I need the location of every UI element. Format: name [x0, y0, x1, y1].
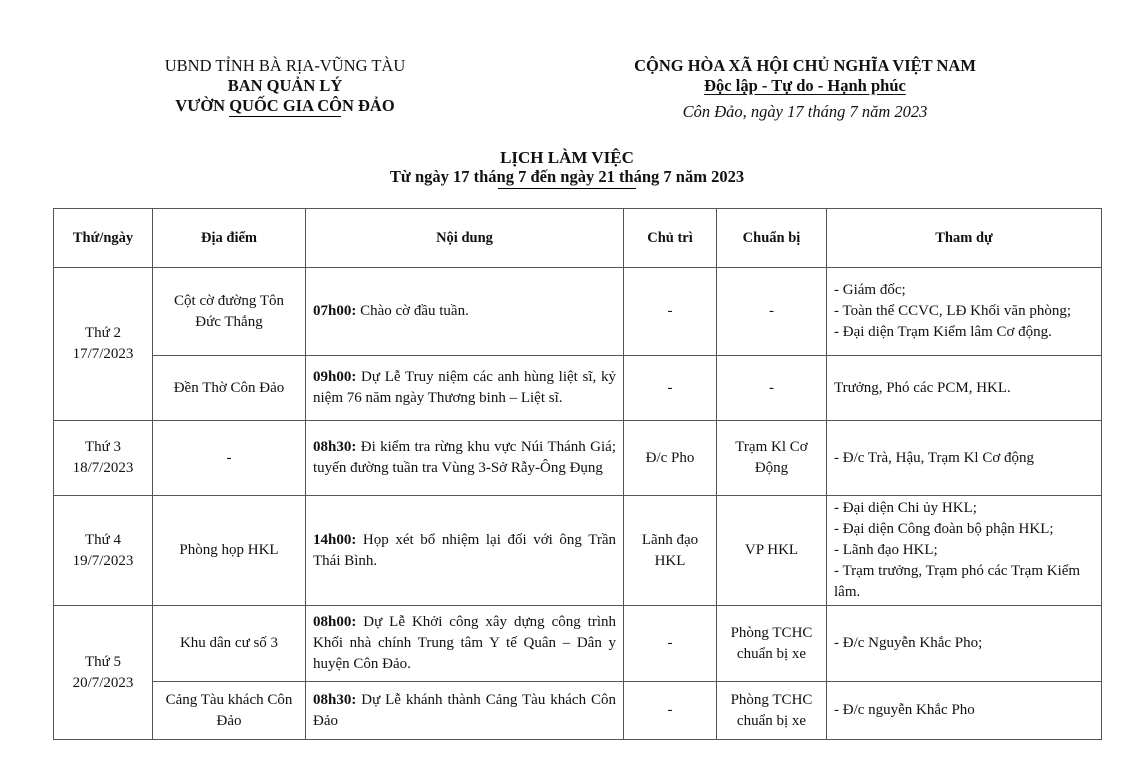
day-cell: Thứ 4 19/7/2023	[54, 496, 153, 606]
content-cell: 08h30: Dự Lễ khánh thành Cảng Tàu khách Côn Đảo	[306, 682, 624, 740]
col-header-prepare: Chuẩn bị	[717, 209, 827, 268]
prepare-cell: Phòng TCHC chuẩn bị xe	[717, 606, 827, 682]
prepare-cell: VP HKL	[717, 496, 827, 606]
agency-department: BAN QUẢN LÝ	[227, 76, 343, 95]
schedule-table	[53, 208, 1102, 740]
title-rule	[498, 188, 636, 189]
prepare-cell: -	[717, 268, 827, 356]
document-subtitle: Từ ngày 17 tháng 7 đến ngày 21 tháng 7 năm 2023	[389, 167, 745, 186]
location-cell: Cảng Tàu khách Côn Đảo	[153, 682, 306, 740]
location-cell: Khu dân cư số 3	[153, 606, 306, 682]
content-cell: 09h00: Dự Lễ Truy niệm các anh hùng liệt sĩ, kỷ niệm 76 năm ngày Thương binh – Liệt sĩ.	[306, 356, 624, 421]
col-header-day: Thứ/ngày	[54, 209, 153, 268]
col-header-attendees: Tham dự	[827, 209, 1102, 268]
agency-parent: UBND TỈNH BÀ RỊA-VŨNG TÀU	[164, 56, 406, 75]
attendees-cell: - Đ/c nguyễn Khắc Pho	[827, 682, 1102, 740]
day-cell: Thứ 5 20/7/2023	[54, 606, 153, 740]
content-cell: 07h00: Chào cờ đầu tuần.	[306, 268, 624, 356]
header-left	[130, 56, 440, 117]
document-title-block	[0, 148, 1134, 189]
location-cell: Phòng họp HKL	[153, 496, 306, 606]
table-row	[54, 606, 1102, 682]
content-cell: 08h30: Đi kiểm tra rừng khu vực Núi Thánh Giá; tuyến đường tuần tra Vùng 3-Sở Rẫy-Ông Đụng	[306, 421, 624, 496]
prepare-cell: Trạm Kl Cơ Động	[717, 421, 827, 496]
content-cell: 08h00: Dự Lễ Khởi công xây dựng công trình Khối nhà chính Trung tâm Y tế Quân – Dân y huyện Côn Đảo.	[306, 606, 624, 682]
chair-cell: -	[624, 356, 717, 421]
table-row	[54, 421, 1102, 496]
chair-cell: Đ/c Pho	[624, 421, 717, 496]
location-cell: -	[153, 421, 306, 496]
table-header-row	[54, 209, 1102, 268]
location-cell: Đền Thờ Côn Đảo	[153, 356, 306, 421]
chair-cell: -	[624, 682, 717, 740]
attendees-cell: - Giám đốc; - Toàn thể CCVC, LĐ Khối văn phòng; - Đại diện Trạm Kiểm lâm Cơ động.	[827, 268, 1102, 356]
national-title: CỘNG HÒA XÃ HỘI CHỦ NGHĨA VIỆT NAM	[634, 56, 976, 75]
chair-cell: -	[624, 268, 717, 356]
chair-cell: -	[624, 606, 717, 682]
prepare-cell: Phòng TCHC chuẩn bị xe	[717, 682, 827, 740]
attendees-cell: - Đại diện Chi ủy HKL; - Đại diện Công đoàn bộ phận HKL; - Lãnh đạo HKL; - Trạm trưởng, Trạm phó các Trạm Kiểm lâm.	[827, 496, 1102, 606]
col-header-location: Địa điểm	[153, 209, 306, 268]
location-cell: Cột cờ đường Tôn Đức Thắng	[153, 268, 306, 356]
table-row	[54, 682, 1102, 740]
header-left-rule	[229, 116, 341, 117]
day-cell: Thứ 2 17/7/2023	[54, 268, 153, 421]
table-row	[54, 356, 1102, 421]
chair-cell: Lãnh đạo HKL	[624, 496, 717, 606]
issue-date: Côn Đảo, ngày 17 tháng 7 năm 2023	[682, 102, 928, 121]
day-cell: Thứ 3 18/7/2023	[54, 421, 153, 496]
table-row	[54, 268, 1102, 356]
attendees-cell: - Đ/c Trà, Hậu, Trạm Kl Cơ động	[827, 421, 1102, 496]
col-header-chair: Chủ trì	[624, 209, 717, 268]
agency-name: VƯỜN QUỐC GIA CÔN ĐẢO	[175, 96, 395, 115]
attendees-cell: Trưởng, Phó các PCM, HKL.	[827, 356, 1102, 421]
national-motto: Độc lập - Tự do - Hạnh phúc	[704, 76, 906, 95]
attendees-cell: - Đ/c Nguyễn Khắc Pho;	[827, 606, 1102, 682]
col-header-content: Nội dung	[306, 209, 624, 268]
table-row	[54, 496, 1102, 606]
content-cell: 14h00: Họp xét bổ nhiệm lại đối với ông Trần Thái Bình.	[306, 496, 624, 606]
document-title: LỊCH LÀM VIỆC	[500, 148, 634, 167]
prepare-cell: -	[717, 356, 827, 421]
header-right	[580, 56, 1030, 122]
